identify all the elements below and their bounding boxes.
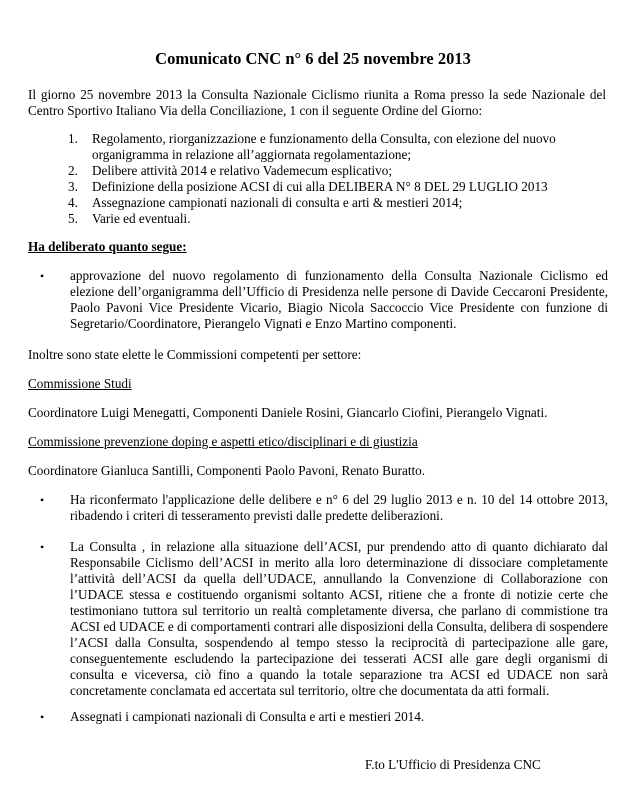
bullet-text: Assegnati i campionati nazionali di Consulta e arti e mestieri 2014.: [70, 709, 425, 724]
commissione-doping-heading: Commissione prevenzione doping e aspetti etico/disciplinari e di giustizia: [28, 434, 418, 449]
commissione-doping-members: Coordinatore Gianluca Santilli, Componenti Paolo Pavoni, Renato Buratto.: [28, 463, 426, 478]
bullet-consulta-acsi: [28, 539, 608, 699]
bullet-campionati: [28, 709, 608, 725]
agenda-number: 4.: [68, 195, 78, 210]
agenda-text: Definizione della posizione ACSI di cui alla DELIBERA N° 8 DEL 29 LUGLIO 2013: [92, 179, 548, 194]
bullet-text: La Consulta , in relazione alla situazione dell’ACSI, pur prendendo atto di quanto dichiarato dal Responsabile Ciclismo dell’ACSI in merito alla loro determinazione di dissociare completamente l’attività dell’ACSI da quella dell’UDACE, annullando la Convenzione di Collaborazione con l’UDACE stessa e costituendo organismi soltanto ACSI, ritiene che a fronte di notizie certe che testimoniano tuttora sul territorio un realtà completamente diversa, che parlano di commistione tra ACSI ed UDACE e di comportamenti contrari alle disposizioni della Consulta, delibera di sospendere l’ACSI dalla Consulta, sospendendo al tempo stesso la reciprocità di partecipazione alle gare, conseguentemente escludendo la partecipazione dei tesserati ACSI alle gare degli organismi di consulta e viceversa, ciò fino a quando la totale separazione tra ACSI ed UDACE non sarà concretamente conclamata ed accertata sul territorio, oltre che documentata da atti formali.: [70, 539, 608, 698]
bullet-icon: •: [40, 540, 45, 554]
agenda-number: 5.: [68, 211, 78, 226]
agenda-text: Regolamento, riorganizzazione e funzionamento della Consulta, con elezione del nuovo organigramma in relazione all’aggiornata regolamentazione;: [92, 131, 556, 162]
deliberato-heading: Ha deliberato quanto segue:: [28, 239, 187, 254]
commissione-studi-members: Coordinatore Luigi Menegatti, Componenti Daniele Rosini, Giancarlo Ciofini, Pierangelo Vignati.: [28, 405, 548, 420]
agenda-list: [28, 131, 606, 227]
signature: F.to L'Ufficio di Presidenza CNC: [365, 757, 541, 772]
bullet-text: approvazione del nuovo regolamento di funzionamento della Consulta Nazionale Ciclismo ed elezione dell’organigramma dell’Ufficio di Presidenza nelle persone di Davide Ceccaroni Presidente, Paolo Pavoni Vice Presidente Vicario, Biagio Nicola Saccoccio Vice Presidente con funzione di Segretario/Coordinatore, Pierangelo Vignati e Enzo Martino componenti.: [70, 268, 608, 331]
agenda-number: 1.: [68, 131, 78, 146]
bullet-icon: •: [40, 493, 45, 507]
commissioni-intro: Inoltre sono state elette le Commissioni competenti per settore:: [28, 347, 362, 362]
agenda-text: Delibere attività 2014 e relativo Vademecum esplicativo;: [92, 163, 393, 178]
bullet-text: Ha riconfermato l'applicazione delle delibere e n° 6 del 29 luglio 2013 e n. 10 del 14 ottobre 2013, ribadendo i criteri di tesseramento previsti dalle predette deliberazioni.: [70, 492, 608, 523]
commissione-studi-heading: Commissione Studi: [28, 376, 132, 391]
bullet-riconferma: [28, 492, 608, 524]
intro-paragraph: Il giorno 25 novembre 2013 la Consulta Nazionale Ciclismo riunita a Roma presso la sede Nazionale del Centro Sportivo Italiano Via della Conciliazione, 1 con il seguente Ordine del Giorno:: [28, 87, 606, 118]
agenda-item: [28, 179, 606, 195]
agenda-text: Varie ed eventuali.: [92, 211, 191, 226]
agenda-item: [28, 131, 606, 163]
bullet-icon: •: [40, 710, 45, 724]
agenda-number: 2.: [68, 163, 78, 178]
agenda-item: [28, 211, 606, 227]
bullet-icon: •: [40, 269, 45, 283]
document-title: Comunicato CNC n° 6 del 25 novembre 2013: [155, 49, 471, 68]
agenda-item: [28, 195, 606, 211]
agenda-number: 3.: [68, 179, 78, 194]
bullet-approvazione: [28, 268, 608, 332]
agenda-text: Assegnazione campionati nazionali di consulta e arti & mestieri 2014;: [92, 195, 463, 210]
agenda-item: [28, 163, 606, 179]
